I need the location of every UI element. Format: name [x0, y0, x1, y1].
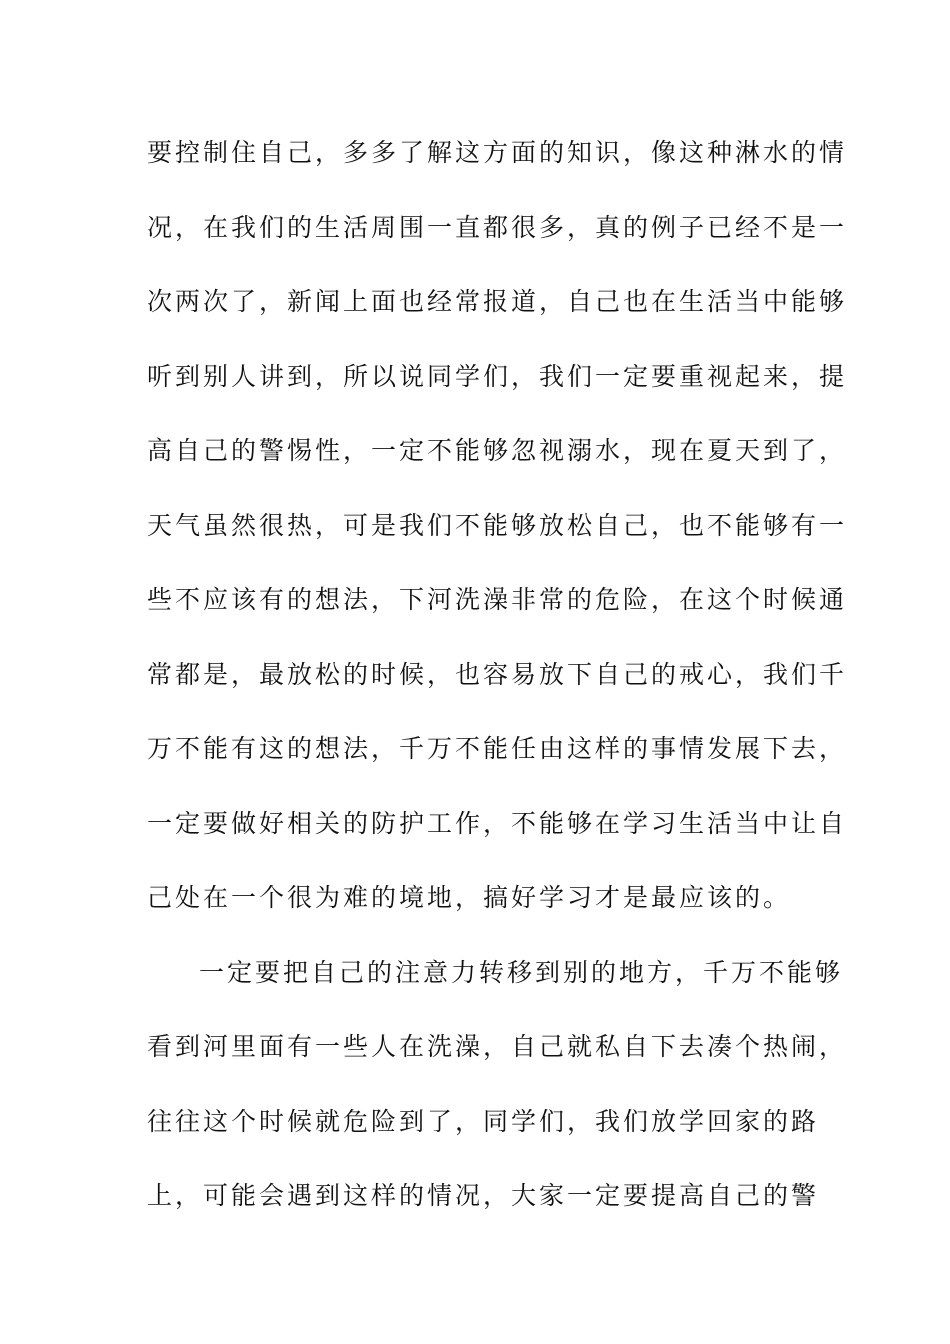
text-line: 己处在一个很为难的境地，搞好学习才是最应该的。	[147, 883, 792, 912]
text-line: 一定要把自己的注意力转移到别的地方，千万不能够	[199, 957, 844, 987]
text-line: 天气虽然很热，可是我们不能够放松自己，也不能够有一	[147, 510, 848, 540]
text-line: 常都是，最放松的时候，也容易放下自己的戒心，我们千	[147, 659, 848, 689]
text-line: 万不能有这的想法，千万不能任由这样的事情发展下去，	[147, 734, 848, 763]
text-line: 看到河里面有一些人在洗澡，自己就私自下去凑个热闹，	[147, 1032, 848, 1061]
text-line: 听到别人讲到，所以说同学们，我们一定要重视起来，提	[147, 361, 848, 391]
text-line: 一定要做好相关的防护工作，不能够在学习生活当中让自	[147, 808, 848, 838]
text-line: 高自己的警惕性，一定不能够忽视溺水，现在夏天到了，	[147, 436, 848, 465]
paragraph-2	[147, 944, 848, 1226]
text-line: 上，可能会遇到这样的情况，大家一定要提高自己的警	[147, 1181, 820, 1210]
paragraph-1	[147, 124, 848, 927]
text-line: 况，在我们的生活周围一直都很多，真的例子已经不是一	[147, 212, 848, 242]
text-line: 往往这个时候就危险到了，同学们，我们放学回家的路	[147, 1106, 820, 1136]
text-line: 次两次了，新闻上面也经常报道，自己也在生活当中能够	[147, 287, 848, 316]
text-line: 些不应该有的想法，下河洗澡非常的危险，在这个时候通	[147, 585, 848, 614]
document-body	[147, 124, 848, 1242]
text-line: 要控制住自己，多多了解这方面的知识，像这种淋水的情	[147, 138, 848, 167]
